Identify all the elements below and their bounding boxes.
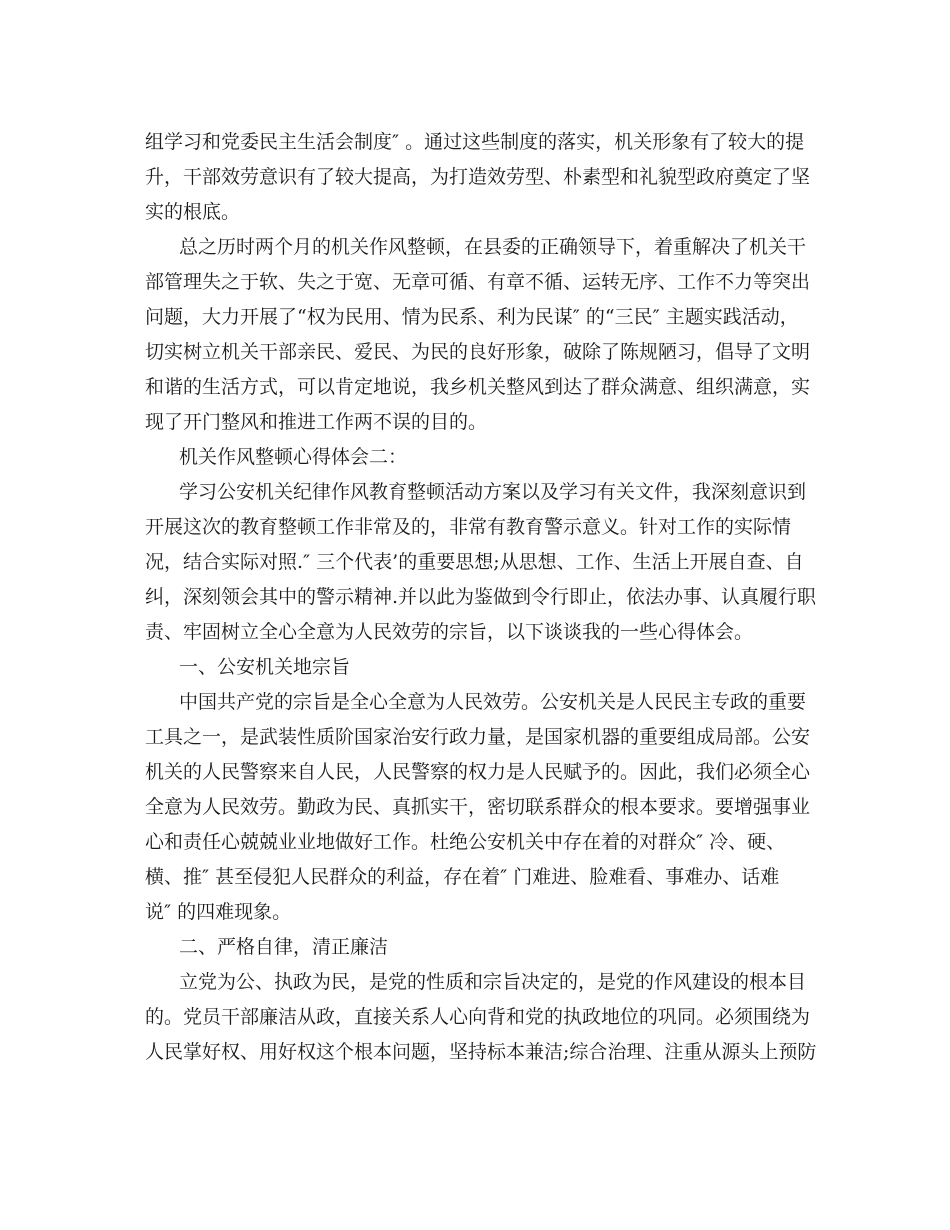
text-line: 中国共产党的宗旨是全心全意为人民效劳。公安机关是人民民主专政的重要 — [179, 691, 807, 713]
text-line: 责、牢固树立全心全意为人民效劳的宗旨，以下谈谈我的一些心得体会。 — [145, 621, 754, 643]
text-line: 升，干部效劳意识有了较大提高，为打造效劳型、朴素型和礼貌型政府奠定了坚 — [145, 166, 811, 188]
text-line: 问题，大力开展了“权为民用、情为民系、利为民谋″ 的“三民″ 主题实践活动， — [145, 306, 799, 328]
section-heading: 机关作风整顿心得体会二： — [179, 446, 408, 468]
text-line: 全意为人民效劳。勤政为民、真抓实干，密切联系群众的根本要求。要增强事业 — [145, 796, 811, 818]
text-line: 和谐的生活方式，可以肯定地说，我乡机关整风到达了群众满意、组织满意，实 — [145, 376, 811, 398]
text-line: 说″ 的四难现象。 — [145, 901, 292, 923]
text-line: 的。党员干部廉洁从政，直接关系人心向背和党的执政地位的巩同。必须围绕为 — [145, 1006, 811, 1028]
section-heading: 一、公安机关地宗旨 — [179, 656, 351, 678]
text-line: 横、推″ 甚至侵犯人民群众的利益，存在着″ 门难进、脸难看、事难办、话难 — [145, 866, 780, 888]
text-line: 组学习和党委民主生活会制度″ 。通过这些制度的落实，机关形象有了较大的提 — [145, 131, 805, 153]
text-line: 实的根底。 — [145, 201, 241, 223]
text-line: 心和责任心兢兢业业地做好工作。杜绝公安机关中存在着的对群众″ 冷、硬、 — [145, 831, 786, 853]
text-line: 总之历时两个月的机关作风整顿，在县委的正确领导下，着重解决了机关干 — [179, 236, 807, 258]
text-line: 开展这次的教育整顿工作非常及的，非常有教育警示意义。针对工作的实际情 — [145, 516, 792, 538]
text-line: 机关的人民警察来自人民，人民警察的权力是人民赋予的。因此，我们必须全心 — [145, 761, 811, 783]
text-line: 况，结合实际对照.″ 三个代表’的重要思想;从思想、工作、生活上开展自查、自 — [145, 551, 804, 573]
text-line: 现了开门整风和推进工作两不误的目的。 — [145, 411, 488, 433]
text-line: 部管理失之于软、失之于宽、无章可循、有章不循、运转无序、工作不力等突出 — [145, 271, 811, 293]
text-line: 切实树立机关干部亲民、爱民、为民的良好形象，破除了陈规陋习，倡导了文明 — [145, 341, 811, 363]
text-line: 人民掌好权、用好权这个根本问题，坚持标本兼洁;综合治理、注重从源头上预防 — [145, 1041, 817, 1063]
section-heading: 二、严格自律，清正廉洁 — [179, 936, 389, 958]
text-line: 工具之一，是武装性质阶国家治安行政力量，是国家机器的重要组成局部。公安 — [145, 726, 811, 748]
text-line: 纠，深刻领会其中的警示精神.并以此为鉴做到令行即止，依法办事、认真履行职 — [145, 586, 817, 608]
text-line: 学习公安机关纪律作风教育整顿活动方案以及学习有关文件，我深刻意识到 — [179, 481, 807, 503]
text-line: 立党为公、执政为民，是党的性质和宗旨决定的，是党的作风建设的根本目 — [179, 971, 807, 993]
